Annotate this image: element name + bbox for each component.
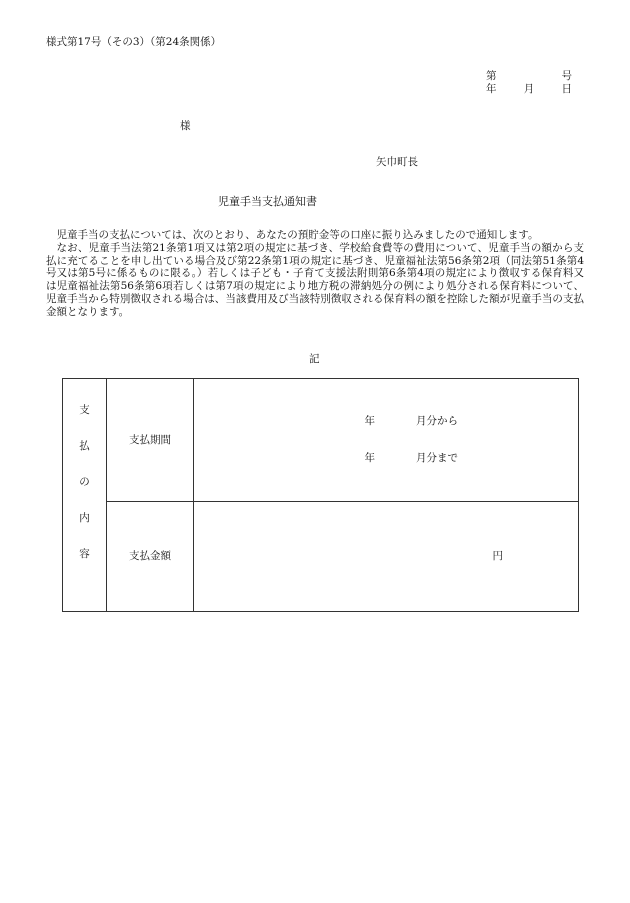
doc-number-prefix: 第 xyxy=(486,70,497,82)
side-char: 内 xyxy=(79,512,90,524)
date-day: 日 xyxy=(561,83,572,95)
document-number xyxy=(486,70,572,83)
body-paragraph-2: なお、児童手当法第21条第1項又は第2項の規定に基づき、学校給食費等の費用について、児童手当の額から支払に充てることを申し出ている場合及び第22条第1項の規定に基づき、児童福祉法第56条第2項（同法第51条第4号又は第5号に係るものに限る。）若しくは子ども・子育て支援法附則第6条第4項の規定により徴収する保育料又は児童福祉法第56条第6項若しくは第7項の規定により地方税の滞納処分の例により処分される保育料について、児童手当から特別徴収される場合は、当該費用及び当該特別徴収される保育料の額を控除した額が児童手当の支払金額となります。 xyxy=(46,241,584,318)
recipient-honorific: 様 xyxy=(180,120,191,132)
date-year: 年 xyxy=(486,83,497,95)
payment-detail-table xyxy=(62,378,579,612)
side-char: 容 xyxy=(79,548,90,560)
document-title: 児童手当支払通知書 xyxy=(218,195,317,208)
period-from-month: 月分から xyxy=(416,415,458,428)
body-paragraph-1: 児童手当の支払については、次のとおり、あなたの預貯金等の口座に振り込みましたので通知します。 xyxy=(56,229,539,241)
side-char: 払 xyxy=(79,440,90,452)
date-month: 月 xyxy=(523,83,535,95)
payment-period-value xyxy=(194,379,579,502)
payment-content-label xyxy=(63,379,107,612)
sender-name: 矢巾町長 xyxy=(376,156,418,168)
document-date xyxy=(486,83,572,96)
ki-marker: 記 xyxy=(309,353,320,365)
form-number: 様式第17号（その3）（第24条関係） xyxy=(46,36,222,48)
period-from-year: 年 xyxy=(364,415,375,428)
payment-period-label: 支払期間 xyxy=(107,379,194,502)
period-from-row xyxy=(194,403,578,440)
body-text xyxy=(46,229,584,319)
period-to-year: 年 xyxy=(364,452,375,465)
payment-amount-label: 支払金額 xyxy=(107,502,194,612)
period-to-row xyxy=(194,440,578,477)
side-char: の xyxy=(79,476,90,488)
doc-number-suffix: 号 xyxy=(561,70,572,82)
period-to-month: 月分まで xyxy=(416,452,458,465)
side-char: 支 xyxy=(79,404,90,416)
payment-amount-value: 円 xyxy=(194,502,579,612)
